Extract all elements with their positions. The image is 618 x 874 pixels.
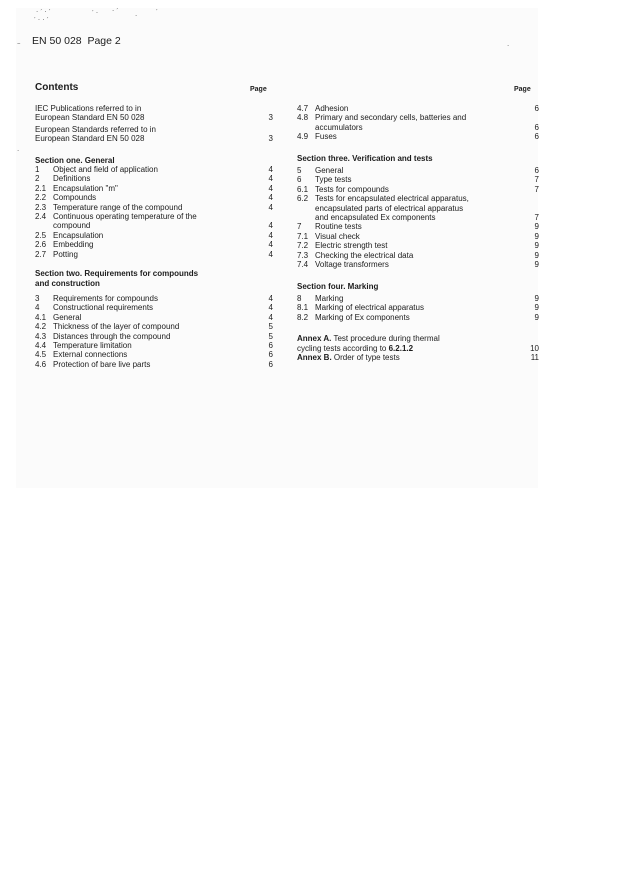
toc-entry: 2.7 Potting 4 [35, 249, 273, 259]
page-number: Page 2 [87, 35, 121, 47]
scan-speck: ′ · · ′ [34, 16, 49, 24]
toc-entry: 4.4 Temperature limitation 6 [35, 340, 273, 350]
toc-entry: 8.2 Marking of Ex components 9 [297, 312, 539, 322]
toc-entry: 2.1 Encapsulation "m" 4 [35, 183, 273, 193]
toc-entry: 2 Definitions 4 [35, 174, 273, 184]
toc-entry: 2.5 Encapsulation 4 [35, 230, 273, 240]
toc-entry: 4.6 Protection of bare live parts 6 [35, 359, 273, 369]
toc-entry-text: European Standards referred to in [35, 124, 156, 134]
toc-page-number: 3 [268, 113, 273, 123]
toc-entry: 7.3 Checking the electrical data 9 [297, 250, 539, 260]
toc-entry-text: IEC Publications referred to in [35, 104, 142, 113]
annex-label: Annex A. [297, 334, 332, 344]
scan-speck: · ′ · ′ [36, 8, 51, 16]
toc-entry: 2.6 Embedding 4 [35, 240, 273, 250]
toc-left-column [35, 104, 273, 369]
scan-speck: · [17, 147, 20, 155]
contents-title: Contents [35, 82, 79, 93]
section-three-heading: Section three. Verification and tests [297, 153, 433, 163]
toc-right-column [297, 104, 539, 362]
scan-speck: · [507, 42, 510, 50]
toc-entry: 8.1 Marking of electrical apparatus 9 [297, 303, 539, 313]
annex-label: Annex B. [297, 352, 332, 362]
toc-entry: 7 Routine tests 9 [297, 222, 539, 232]
toc-entry-text: European Standard EN 50 028 [35, 134, 145, 144]
toc-entry: 4.1 General 4 [35, 312, 273, 322]
toc-annex-entry: Annex B. Order of type tests 11 [297, 352, 539, 362]
toc-entry: 7.4 Voltage transformers 9 [297, 260, 539, 270]
toc-entry: 6.1 Tests for compounds 7 [297, 184, 539, 194]
toc-entry: 1 Object and field of application 4 [35, 165, 273, 175]
toc-entry: 2.3 Temperature range of the compound 4 [35, 202, 273, 212]
toc-entry: 8 Marking 9 [297, 293, 539, 303]
toc-entry: 6.2 Tests for encapsulated electrical apparatus, encapsulated parts of electrical apparatus and encapsulated Ex components 7 [297, 194, 539, 223]
page-column-label-left: Page [250, 86, 267, 93]
toc-entry: 3 Requirements for compounds 4 [35, 293, 273, 303]
toc-preamble-entry [35, 125, 273, 144]
scan-speck: · ′ [112, 7, 119, 15]
toc-preamble-entry [35, 104, 273, 123]
toc-entry: 7.2 Electric strength test 9 [297, 241, 539, 251]
toc-entry: 4.9 Fuses 6 [297, 132, 539, 142]
page-column-label-right: Page [514, 86, 531, 93]
toc-page-number: 3 [268, 134, 273, 144]
toc-entry: 4.7 Adhesion 6 [297, 104, 539, 113]
toc-annex-entry: Annex A. Test procedure during thermal cycling tests according to 6.2.1.2 10 [297, 334, 539, 353]
toc-entry: 4 Constructional requirements 4 [35, 303, 273, 313]
toc-entry: 4.8 Primary and secondary cells, batteries and accumulators 6 [297, 113, 539, 132]
section-four-heading: Section four. Marking [297, 281, 379, 291]
toc-entry: 7.1 Visual check 9 [297, 231, 539, 241]
toc-entry: 2.4 Continuous operating temperature of the compound 4 [35, 212, 273, 231]
toc-entry: 2.2 Compounds 4 [35, 193, 273, 203]
document-id: EN 50 028 [32, 35, 82, 47]
scan-speck: ′ [156, 8, 158, 16]
toc-entry: 4.2 Thickness of the layer of compound 5 [35, 322, 273, 332]
scan-speck: ′ · [92, 9, 99, 17]
section-one-heading: Section one. General [35, 155, 115, 165]
toc-entry: 5 General 6 [297, 166, 539, 176]
toc-entry: 6 Type tests 7 [297, 175, 539, 185]
toc-entry-text: European Standard EN 50 028 [35, 113, 145, 123]
toc-entry: 4.3 Distances through the compound 5 [35, 331, 273, 341]
section-two-heading: Section two. Requirements for compounds and construction [35, 269, 199, 288]
scan-speck: – [17, 39, 21, 47]
page-header [32, 35, 121, 47]
scan-speck: · [135, 12, 138, 20]
toc-entry: 4.5 External connections 6 [35, 350, 273, 360]
